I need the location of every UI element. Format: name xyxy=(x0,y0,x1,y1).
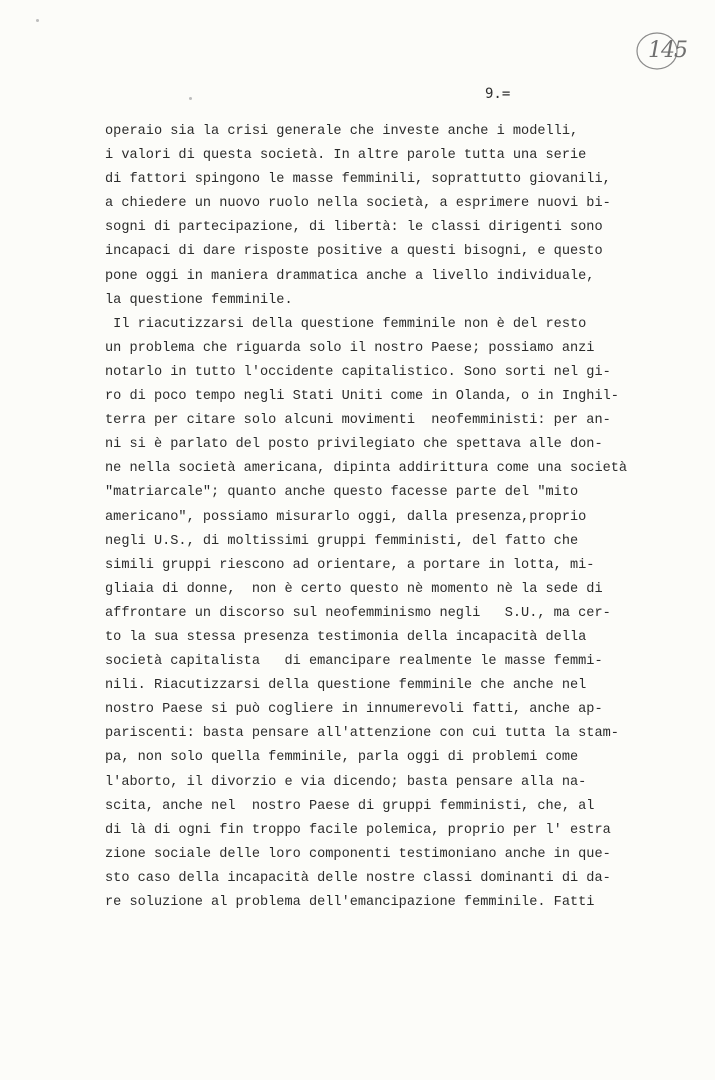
text-line: società capitalista di emancipare realmente le masse femmi- xyxy=(105,654,603,670)
text-line: to la sua stessa presenza testimonia della incapacità della xyxy=(105,629,587,645)
text-line: nili. Riacutizzarsi della questione femminile che anche nel xyxy=(105,678,587,694)
text-line: gliaia di donne, non è certo questo nè momento nè la sede di xyxy=(105,581,603,597)
text-line: ni si è parlato del posto privilegiato che spettava alle don- xyxy=(105,437,603,453)
text-line: un problema che riguarda solo il nostro Paese; possiamo anzi xyxy=(105,340,595,356)
archive-stamp-number: 145 xyxy=(648,38,687,63)
text-line: americano", possiamo misurarlo oggi, dalla presenza,proprio xyxy=(105,509,587,525)
text-line: pariscenti: basta pensare all'attenzione con cui tutta la stam- xyxy=(105,726,619,742)
text-line: i valori di questa società. In altre parole tutta una serie xyxy=(105,148,587,164)
text-line: negli U.S., di moltissimi gruppi femministi, del fatto che xyxy=(105,533,579,549)
text-line: nostro Paese si può cogliere in innumerevoli fatti, anche ap- xyxy=(105,702,603,718)
paper-speck xyxy=(36,19,39,22)
text-line: "matriarcale"; quanto anche questo facesse parte del "mito xyxy=(105,485,579,501)
text-line: simili gruppi riescono ad orientare, a portare in lotta, mi- xyxy=(105,557,595,573)
text-line: scita, anche nel nostro Paese di gruppi femministi, che, al xyxy=(105,798,595,814)
text-line: re soluzione al problema dell'emancipazione femminile. Fatti xyxy=(105,895,595,910)
text-line: ro di poco tempo negli Stati Uniti come in Olanda, o in Inghil- xyxy=(105,389,619,405)
text-line: sto caso della incapacità delle nostre classi dominanti di da- xyxy=(105,870,611,886)
text-line: notarlo in tutto l'occidente capitalistico. Sono sorti nel gi- xyxy=(105,364,611,380)
text-line: sogni di partecipazione, di libertà: le classi dirigenti sono xyxy=(105,220,603,236)
text-line: pone oggi in maniera drammatica anche a livello individuale, xyxy=(105,268,595,284)
text-line: di fattori spingono le masse femminili, soprattutto giovanili, xyxy=(105,172,611,188)
text-line: di là di ogni fin troppo facile polemica, proprio per l' estra xyxy=(105,822,611,838)
text-line: Il riacutizzarsi della questione femminile non è del resto xyxy=(105,316,587,332)
text-line: la questione femminile. xyxy=(105,292,293,308)
paper-speck xyxy=(189,97,192,100)
text-line: a chiedere un nuovo ruolo nella società, a esprimere nuovi bi- xyxy=(105,196,611,212)
typed-body-text xyxy=(105,120,710,915)
text-line: terra per citare solo alcuni movimenti neofemministi: per an- xyxy=(105,413,611,429)
text-line: ne nella società americana, dipinta addirittura come una società xyxy=(105,461,628,477)
text-line: l'aborto, il divorzio e via dicendo; basta pensare alla na- xyxy=(105,774,587,790)
page-number: 9.= xyxy=(485,86,511,102)
text-line: operaio sia la crisi generale che investe anche i modelli, xyxy=(105,124,579,139)
text-line: incapaci di dare risposte positive a questi bisogni, e questo xyxy=(105,244,603,260)
text-line: zione sociale delle loro componenti testimoniano anche in que- xyxy=(105,846,611,862)
text-line: pa, non solo quella femminile, parla oggi di problemi come xyxy=(105,750,579,766)
text-line: affrontare un discorso sul neofemminismo negli S.U., ma cer- xyxy=(105,605,611,621)
